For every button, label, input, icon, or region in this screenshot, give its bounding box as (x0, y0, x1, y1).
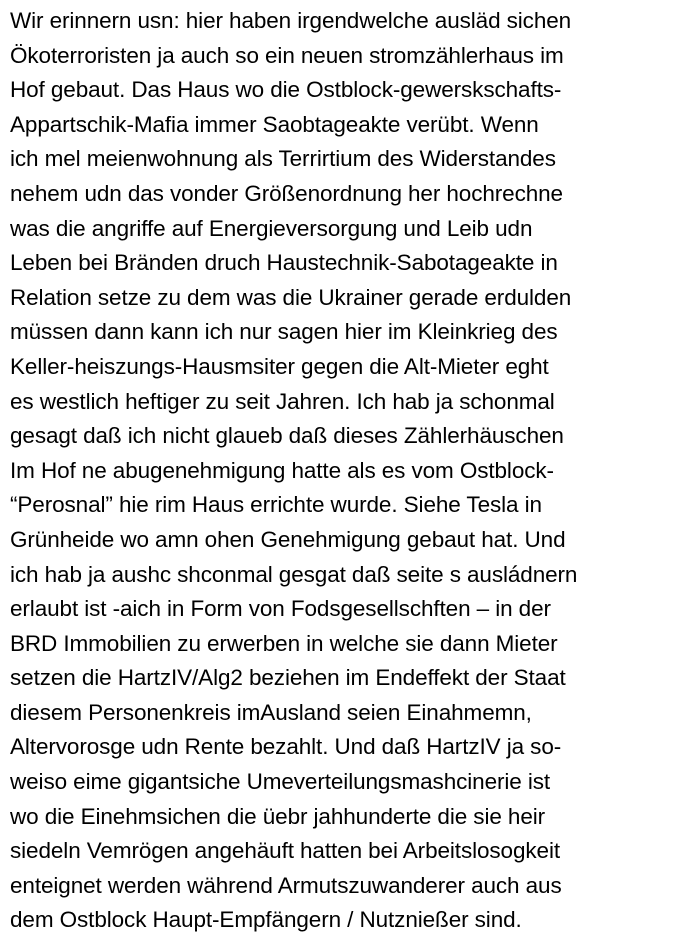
text-line-2: Ökoterroristen ja auch so ein neuen stromzählerhaus im (10, 42, 564, 68)
text-line-21: diesem Personenkreis imAusland seien Einahmemn, (10, 699, 532, 725)
text-line-7: was die angriffe auf Energieversorgung und Leib udn (10, 215, 533, 241)
text-line-24: wo die Einehmsichen die üebr jahhunderte die sie heir (10, 803, 546, 829)
text-line-4: Appartschik-Mafia immer Saobtageakte verübt. Wenn (10, 111, 539, 137)
text-line-12: es westlich heftiger zu seit Jahren. Ich hab ja schonmal (10, 388, 555, 414)
text-line-9: Relation setze zu dem was die Ukrainer gerade erdulden (10, 284, 572, 310)
text-line-14: Im Hof ne abugenehmigung hatte als es vom Ostblock- (10, 457, 554, 483)
document-page (10, 4, 680, 938)
text-line-5: ich mel meienwohnung als Terrirtium des Widerstandes (10, 146, 556, 172)
text-line-26: enteignet werden während Armutszuwanderer auch aus (10, 872, 562, 898)
text-line-18: erlaubt ist -aich in Form von Fodsgesellschften – in der (10, 596, 551, 622)
text-line-23: weiso eime gigantsiche Umeverteilungsmashcinerie ist (10, 769, 551, 795)
text-line-16: Grünheide wo amn ohen Genehmigung gebaut hat. Und (10, 526, 566, 552)
text-line-1: Wir erinnern usn: hier haben irgendwelche ausläd sichen (10, 8, 572, 33)
text-line-20: setzen die HartzIV/Alg2 beziehen im Endeffekt der Staat (10, 665, 566, 691)
text-line-22: Altervorosge udn Rente bezahlt. Und daß HartzIV ja so- (10, 734, 562, 760)
text-line-15: “Perosnal” hie rim Haus errichte wurde. Siehe Tesla in (10, 492, 542, 518)
text-line-17: ich hab ja aushc shconmal gesgat daß seite s ausládnern (10, 561, 578, 587)
text-line-25: siedeln Vemrögen angehäuft hatten bei Arbeitslosogkeit (10, 838, 560, 864)
text-line-3: Hof gebaut. Das Haus wo die Ostblock-gewerskschafts- (10, 77, 562, 103)
text-line-6: nehem udn das vonder Größenordnung her hochrechne (10, 180, 563, 206)
text-line-8: Leben bei Bränden druch Haustechnik-Sabotageakte in (10, 250, 558, 276)
text-line-13: gesagt daß ich nicht glaueb daß dieses Zählerhäuschen (10, 423, 564, 449)
text-line-11: Keller-heiszungs-Hausmsiter gegen die Alt-Mieter eght (10, 353, 549, 379)
text-line-19: BRD Immobilien zu erwerben in welche sie dann Mieter (10, 630, 558, 656)
text-line-27: dem Ostblock Haupt-Empfängern / Nutznießer sind. (10, 907, 522, 933)
text-line-10: müssen dann kann ich nur sagen hier im Kleinkrieg des (10, 319, 558, 345)
